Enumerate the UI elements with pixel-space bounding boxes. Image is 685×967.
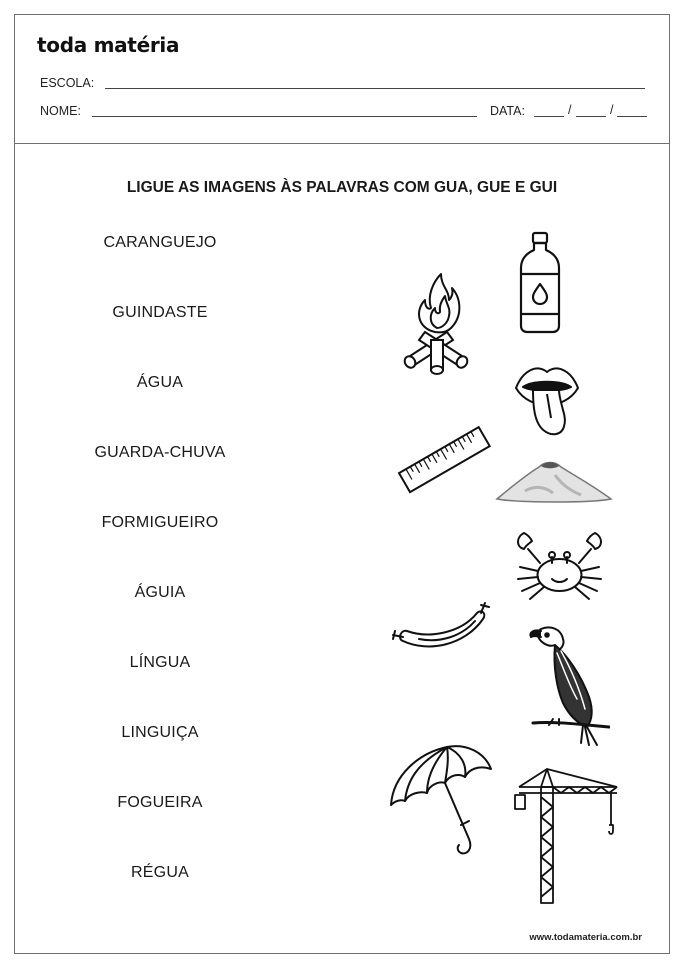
word-item[interactable]: GUINDASTE bbox=[112, 304, 208, 321]
name-label: NOME: bbox=[40, 104, 81, 118]
eagle-icon[interactable] bbox=[515, 623, 610, 748]
ruler-icon[interactable] bbox=[397, 419, 492, 504]
word-item[interactable]: FORMIGUEIRO bbox=[101, 514, 219, 531]
word-item[interactable]: GUARDA-CHUVA bbox=[94, 444, 226, 461]
sausage-icon[interactable] bbox=[389, 601, 494, 661]
crab-icon[interactable] bbox=[512, 529, 607, 607]
date-separator: / bbox=[610, 103, 614, 117]
name-field[interactable] bbox=[92, 116, 477, 117]
worksheet-header bbox=[15, 15, 669, 144]
word-item[interactable]: ÁGUA bbox=[136, 374, 184, 391]
anthill-icon[interactable] bbox=[495, 455, 613, 507]
water-bottle-icon[interactable] bbox=[515, 230, 565, 335]
umbrella-icon[interactable] bbox=[387, 743, 495, 858]
tongue-icon[interactable] bbox=[513, 360, 581, 440]
date-month-field[interactable] bbox=[576, 116, 606, 117]
footer-url[interactable]: www.todamateria.com.br bbox=[529, 932, 642, 943]
brand-logo: toda matéria bbox=[37, 33, 180, 57]
campfire-icon[interactable] bbox=[387, 270, 487, 375]
date-year-field[interactable] bbox=[617, 116, 647, 117]
word-item[interactable]: FOGUEIRA bbox=[117, 794, 203, 811]
word-item[interactable]: LINGUIÇA bbox=[121, 724, 199, 741]
word-item[interactable]: RÉGUA bbox=[131, 864, 189, 881]
word-item[interactable]: LÍNGUA bbox=[129, 654, 191, 671]
school-field[interactable] bbox=[105, 88, 645, 89]
school-label: ESCOLA: bbox=[40, 76, 95, 90]
date-day-field[interactable] bbox=[534, 116, 564, 117]
word-item[interactable]: ÁGUIA bbox=[134, 584, 186, 601]
worksheet bbox=[14, 14, 670, 954]
crane-icon[interactable] bbox=[511, 767, 621, 907]
instructions-title: LIGUE AS IMAGENS ÀS PALAVRAS COM GUA, GUE E GUI bbox=[126, 179, 558, 196]
word-item[interactable]: CARANGUEJO bbox=[103, 234, 217, 251]
date-label: DATA: bbox=[490, 104, 525, 118]
date-separator: / bbox=[568, 103, 572, 117]
